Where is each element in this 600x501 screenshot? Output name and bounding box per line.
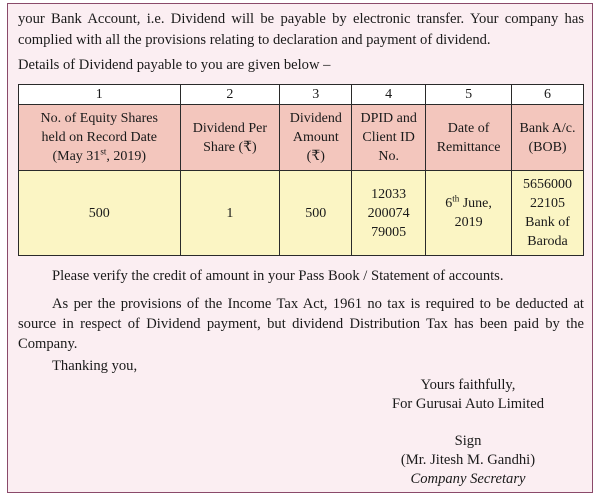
header-text: No. [378,149,399,164]
header-text: Date of [447,120,490,136]
cell-dpid: 12033 200074 79005 [352,171,426,256]
header-equity-shares [19,105,181,171]
signatory-title: Company Secretary [410,471,526,487]
column-number: 5 [426,85,512,105]
cell-bank: 5656000 22105 Bank of Baroda [512,171,584,256]
column-number: 2 [180,85,280,105]
column-number: 1 [19,85,181,105]
cell-shares: 500 [19,171,181,256]
column-number-row [19,85,584,105]
header-text: held on Record Date [41,130,157,145]
header-dividend-amount [280,105,352,171]
header-text: (BOB) [528,139,567,155]
header-text: Amount [292,130,339,145]
header-text: Remittance [436,139,501,155]
cell-date: 6th June, 2019 [426,171,512,256]
letter-page [7,3,593,493]
column-number: 3 [280,85,352,105]
header-dividend-per-share [180,105,280,171]
cell-amount: 500 [280,171,352,256]
cell-per-share: 1 [180,171,280,256]
intro-paragraph: your Bank Account, i.e. Dividend will be payable by electronic transfer. Your company has complied with all the provisions relating to declaration and payment of dividend. [18,11,584,48]
column-number: 4 [352,85,426,105]
header-text: Dividend [289,111,342,126]
column-number: 6 [512,85,584,105]
tax-paragraph: As per the provisions of the Income Tax Act, 1961 no tax is required to be deducted at source in respect of Dividend payment, but dividend Distribution Tax has been paid by the Company. [18,296,584,352]
thanks-line: Thanking you, [52,358,138,374]
header-text: Client ID [362,130,415,145]
sign-line: Sign [454,433,482,449]
header-text: DPID and [360,111,417,126]
header-dpid-client-id [352,105,426,171]
header-row [19,105,584,171]
header-text: (₹) [306,149,325,164]
closing-line: Yours faithfully, [420,377,516,393]
header-date-of-remittance [426,105,512,171]
dividend-table [18,84,584,256]
header-text: Dividend Per [192,120,268,136]
header-text: Share (₹) [203,139,257,155]
signatory-name: (Mr. Jitesh M. Gandhi) [400,452,536,468]
header-text: (May 31st, 2019) [52,146,146,164]
header-text: No. of Equity Shares [40,111,158,126]
details-heading: Details of Dividend payable to you are given below – [18,57,331,73]
data-row [19,171,584,256]
header-bank-account [512,105,584,171]
verify-paragraph: Please verify the credit of amount in your Pass Book / Statement of accounts. [52,268,504,284]
company-line: For Gurusai Auto Limited [391,396,544,412]
header-text: Bank A/c. [519,120,576,136]
